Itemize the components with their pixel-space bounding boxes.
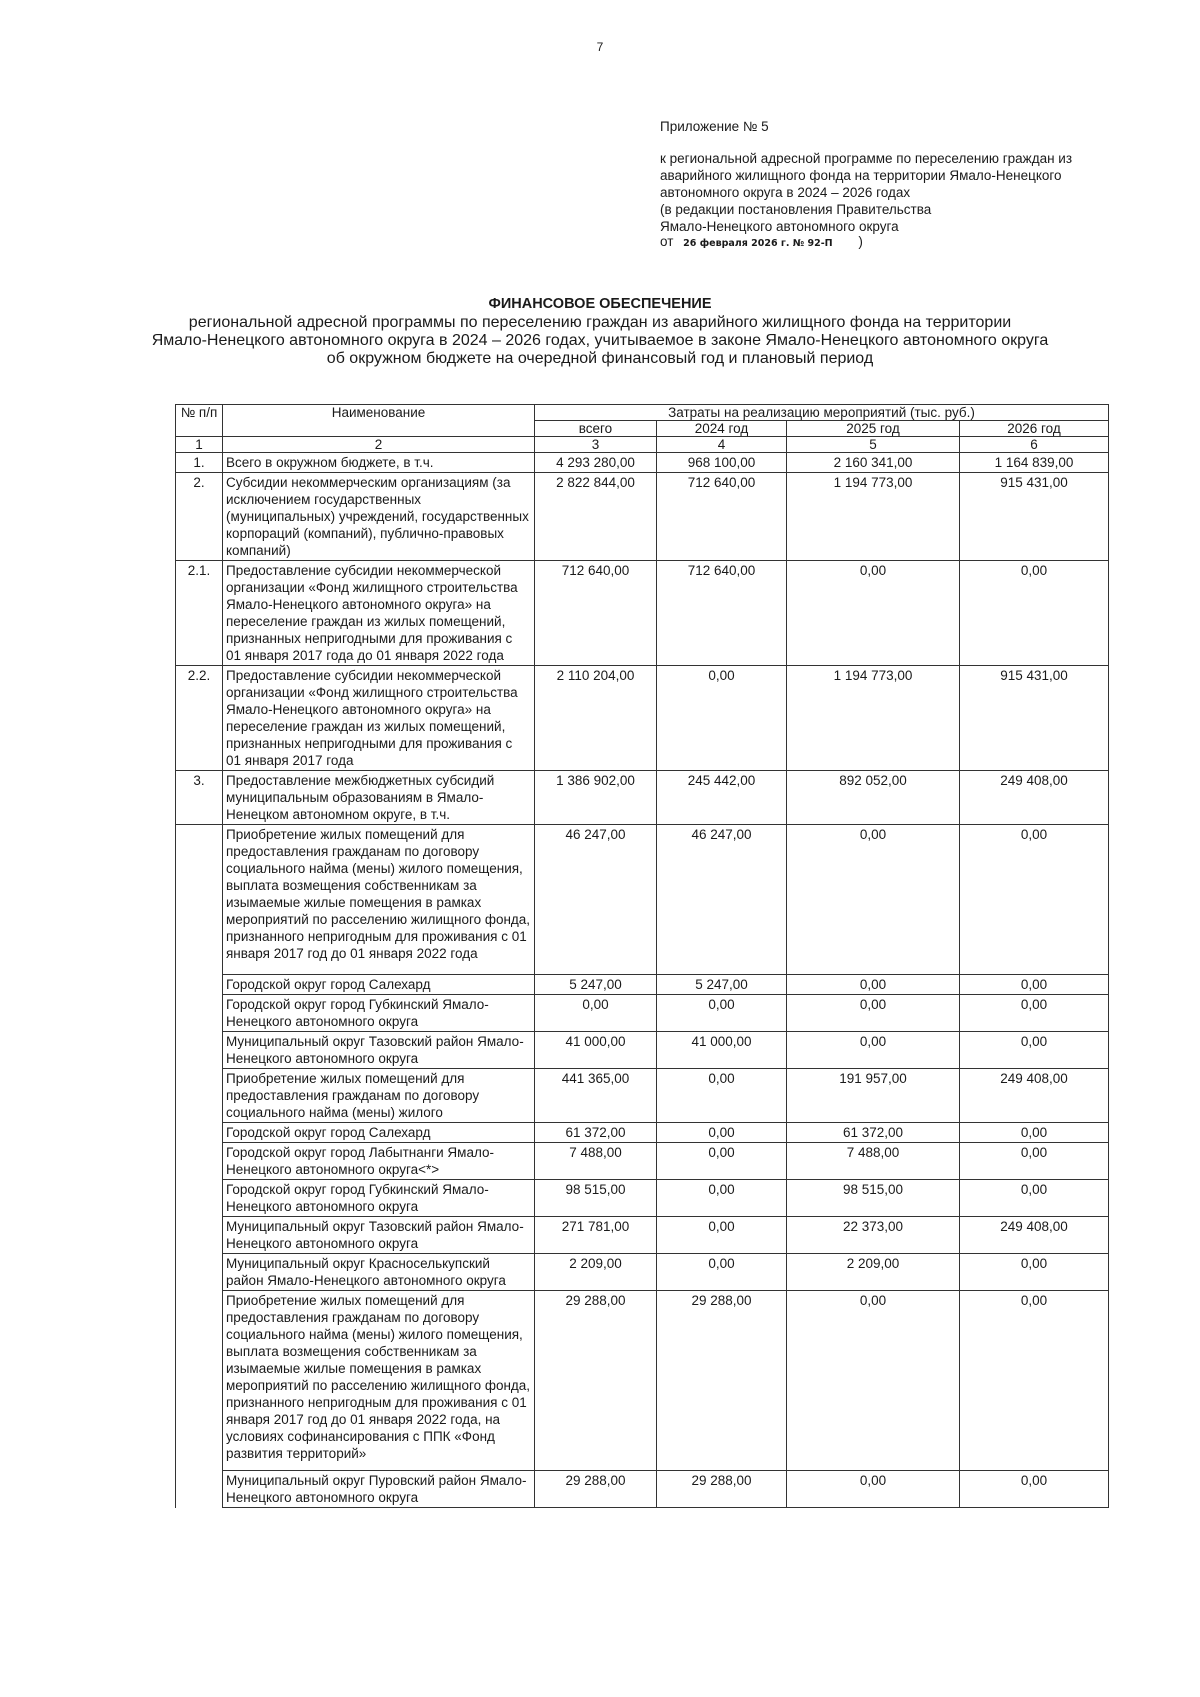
appendix-line: аварийного жилищного фонда на территории Ямало-Ненецкого: [660, 168, 1062, 183]
value-2025: 2 209,00: [787, 1254, 960, 1291]
value-2026: 249 408,00: [960, 1217, 1109, 1254]
value-2026: 0,00: [960, 825, 1109, 975]
value-total: 61 372,00: [535, 1123, 657, 1143]
financing-table: [175, 404, 1109, 1508]
row-number: [176, 1471, 223, 1508]
value-2026: 0,00: [960, 1180, 1109, 1217]
value-2024: 712 640,00: [657, 561, 787, 666]
row-name: Муниципальный округ Тазовский район Ямало-Ненецкого автономного округа: [223, 1217, 535, 1254]
row-name: Приобретение жилых помещений для предоставления гражданам по договору социального найма (мены) жилого помещения, выплата возмещения собственникам за изымаемые жилые помещения в рамках мероприятий по расселению жилищного фонда, признанного непригодным для проживания с 01 января 2017 год до 01 января 2022 года, на условиях софинансирования с ППК «Фонд развития территорий»: [223, 1291, 535, 1471]
value-2024: 41 000,00: [657, 1032, 787, 1069]
value-2024: 29 288,00: [657, 1291, 787, 1471]
value-2024: 712 640,00: [657, 473, 787, 561]
value-total: 29 288,00: [535, 1471, 657, 1508]
value-2024: 0,00: [657, 1069, 787, 1123]
value-2026: 249 408,00: [960, 1069, 1109, 1123]
row-name: Приобретение жилых помещений для предоставления гражданам по договору социального найма (мены) жилого помещения, выплата возмещения собственникам за изымаемые жилые помещения в рамках мероприятий по расселению жилищного фонда, признанного непригодным для проживания с 01 января 2017 год до 01 января 2022 года: [223, 825, 535, 975]
table-row: [176, 1471, 1109, 1508]
col-number: 6: [960, 437, 1109, 453]
value-2024: 0,00: [657, 1180, 787, 1217]
value-2026: 0,00: [960, 1032, 1109, 1069]
value-2025: 22 373,00: [787, 1217, 960, 1254]
date-suffix: ): [858, 234, 863, 249]
value-2026: 249 408,00: [960, 771, 1109, 825]
appendix-line: к региональной адресной программе по переселению граждан из: [660, 151, 1073, 166]
table-row: [176, 975, 1109, 995]
row-number: [176, 995, 223, 1032]
table-row: [176, 1180, 1109, 1217]
row-number: [176, 825, 223, 975]
header-2026: 2026 год: [960, 421, 1109, 437]
row-number: 2.2.: [176, 666, 223, 771]
row-number: [176, 1217, 223, 1254]
table-row: [176, 1123, 1109, 1143]
appendix-line: Ямало-Ненецкого автономного округа: [660, 219, 899, 234]
row-name: Муниципальный округ Красноселькупский район Ямало-Ненецкого автономного округа: [223, 1254, 535, 1291]
value-total: 712 640,00: [535, 561, 657, 666]
header-2025: 2025 год: [787, 421, 960, 437]
table-row: [176, 453, 1109, 473]
value-2024: 46 247,00: [657, 825, 787, 975]
value-total: 2 110 204,00: [535, 666, 657, 771]
row-name: Городской округ город Салехард: [223, 975, 535, 995]
document-title: ФИНАНСОВОЕ ОБЕСПЕЧЕНИЕ: [488, 296, 712, 312]
value-total: 2 209,00: [535, 1254, 657, 1291]
value-2026: 0,00: [960, 995, 1109, 1032]
header-name: Наименование: [223, 405, 535, 437]
value-2025: 98 515,00: [787, 1180, 960, 1217]
value-2024: 0,00: [657, 666, 787, 771]
value-2025: 0,00: [787, 1032, 960, 1069]
header-costs: Затраты на реализацию мероприятий (тыс. руб.): [535, 405, 1109, 421]
value-total: 1 386 902,00: [535, 771, 657, 825]
value-2024: 0,00: [657, 995, 787, 1032]
value-total: 4 293 280,00: [535, 453, 657, 473]
row-number: 2.: [176, 473, 223, 561]
row-name: Субсидии некоммерческим организациям (за исключением государственных (муниципальных) учреждений, государственных корпораций (компаний), публично-правовых компаний): [223, 473, 535, 561]
page-number: 7: [596, 40, 604, 54]
row-number: [176, 1254, 223, 1291]
col-number: 4: [657, 437, 787, 453]
row-name: Городской округ город Губкинский Ямало-Ненецкого автономного округа: [223, 1180, 535, 1217]
value-2025: 1 194 773,00: [787, 473, 960, 561]
value-2026: 0,00: [960, 561, 1109, 666]
table-row: [176, 825, 1109, 975]
table-row: [176, 1032, 1109, 1069]
value-2024: 29 288,00: [657, 1471, 787, 1508]
value-total: 2 822 844,00: [535, 473, 657, 561]
table-row: [176, 561, 1109, 666]
header-2024: 2024 год: [657, 421, 787, 437]
row-number: [176, 1180, 223, 1217]
row-number: [176, 975, 223, 995]
table-row: [176, 1069, 1109, 1123]
row-name: Городской округ город Лабытнанги Ямало-Ненецкого автономного округа<*>: [223, 1143, 535, 1180]
value-total: 98 515,00: [535, 1180, 657, 1217]
value-2025: 61 372,00: [787, 1123, 960, 1143]
value-2024: 245 442,00: [657, 771, 787, 825]
table-row: [176, 771, 1109, 825]
resolution-date: [660, 234, 863, 249]
date-prefix: от: [660, 234, 674, 249]
value-total: 29 288,00: [535, 1291, 657, 1471]
table-row: [176, 1254, 1109, 1291]
row-number: [176, 1123, 223, 1143]
value-2026: 0,00: [960, 1143, 1109, 1180]
row-name: Муниципальный округ Тазовский район Ямало-Ненецкого автономного округа: [223, 1032, 535, 1069]
value-2024: 0,00: [657, 1143, 787, 1180]
value-2024: 0,00: [657, 1217, 787, 1254]
row-name: Всего в окружном бюджете, в т.ч.: [223, 453, 535, 473]
value-2026: 0,00: [960, 1471, 1109, 1508]
row-number: 3.: [176, 771, 223, 825]
value-2026: 915 431,00: [960, 473, 1109, 561]
document-subtitle: [0, 314, 1200, 368]
header-total: всего: [535, 421, 657, 437]
row-number: [176, 1069, 223, 1123]
value-2026: 915 431,00: [960, 666, 1109, 771]
value-2024: 0,00: [657, 1254, 787, 1291]
value-total: 41 000,00: [535, 1032, 657, 1069]
value-2025: 1 194 773,00: [787, 666, 960, 771]
row-number: 2.1.: [176, 561, 223, 666]
subtitle-line: об окружном бюджете на очередной финансовый год и плановый период: [326, 350, 874, 367]
col-number: 5: [787, 437, 960, 453]
appendix-title: Приложение № 5: [660, 119, 769, 134]
row-name: Предоставление межбюджетных субсидий муниципальным образованиям в Ямало-Ненецком автономном округе, в т.ч.: [223, 771, 535, 825]
value-2025: 0,00: [787, 1291, 960, 1471]
table-row: [176, 1217, 1109, 1254]
value-2025: 0,00: [787, 825, 960, 975]
row-name: Муниципальный округ Пуровский район Ямало-Ненецкого автономного округа: [223, 1471, 535, 1508]
value-total: 441 365,00: [535, 1069, 657, 1123]
value-2025: 2 160 341,00: [787, 453, 960, 473]
table-row: [176, 666, 1109, 771]
table-row: [176, 1143, 1109, 1180]
row-number: [176, 1143, 223, 1180]
row-name: Приобретение жилых помещений для предоставления гражданам по договору социального найма (мены) жилого: [223, 1069, 535, 1123]
row-name: Городской округ город Салехард: [223, 1123, 535, 1143]
subtitle-line: Ямало-Ненецкого автономного округа в 2024 – 2026 годах, учитываемое в законе Ямало-Ненецкого автономного округа: [151, 332, 1049, 349]
value-2025: 7 488,00: [787, 1143, 960, 1180]
value-2026: 0,00: [960, 1254, 1109, 1291]
col-number: 1: [176, 437, 223, 453]
value-2025: 0,00: [787, 1471, 960, 1508]
row-name: Городской округ город Губкинский Ямало-Ненецкого автономного округа: [223, 995, 535, 1032]
col-number: 2: [223, 437, 535, 453]
appendix-line: автономного округа в 2024 – 2026 годах: [660, 185, 911, 200]
value-total: 271 781,00: [535, 1217, 657, 1254]
appendix-text: [660, 150, 1140, 235]
row-name: Предоставление субсидии некоммерческой организации «Фонд жилищного строительства Ямало-Ненецкого автономного округа» на переселение граждан из жилых помещений, признанных непригодными для проживания с 01 января 2017 года: [223, 666, 535, 771]
date-value: 26 февраля 2026 г. № 92-П: [683, 238, 833, 249]
value-2024: 968 100,00: [657, 453, 787, 473]
value-2025: 0,00: [787, 995, 960, 1032]
appendix-line: (в редакции постановления Правительства: [660, 202, 932, 217]
value-2026: 0,00: [960, 1291, 1109, 1471]
value-2025: 0,00: [787, 975, 960, 995]
row-number: [176, 1032, 223, 1069]
value-total: 5 247,00: [535, 975, 657, 995]
value-2026: 0,00: [960, 975, 1109, 995]
value-total: 7 488,00: [535, 1143, 657, 1180]
value-2025: 892 052,00: [787, 771, 960, 825]
col-number: 3: [535, 437, 657, 453]
value-total: 0,00: [535, 995, 657, 1032]
value-2024: 0,00: [657, 1123, 787, 1143]
row-number: 1.: [176, 453, 223, 473]
value-2024: 5 247,00: [657, 975, 787, 995]
table-row: [176, 995, 1109, 1032]
value-2026: 0,00: [960, 1123, 1109, 1143]
table-body: [176, 453, 1109, 1508]
value-2025: 191 957,00: [787, 1069, 960, 1123]
row-number: [176, 1291, 223, 1471]
value-total: 46 247,00: [535, 825, 657, 975]
row-name: Предоставление субсидии некоммерческой организации «Фонд жилищного строительства Ямало-Ненецкого автономного округа» на переселение граждан из жилых помещений, признанных непригодными для проживания с 01 января 2017 года до 01 января 2022 года: [223, 561, 535, 666]
table-row: [176, 1291, 1109, 1471]
value-2025: 0,00: [787, 561, 960, 666]
subtitle-line: региональной адресной программы по переселению граждан из аварийного жилищного фонда на территории: [188, 314, 1012, 331]
table-row: [176, 473, 1109, 561]
value-2026: 1 164 839,00: [960, 453, 1109, 473]
header-num: № п/п: [176, 405, 223, 437]
